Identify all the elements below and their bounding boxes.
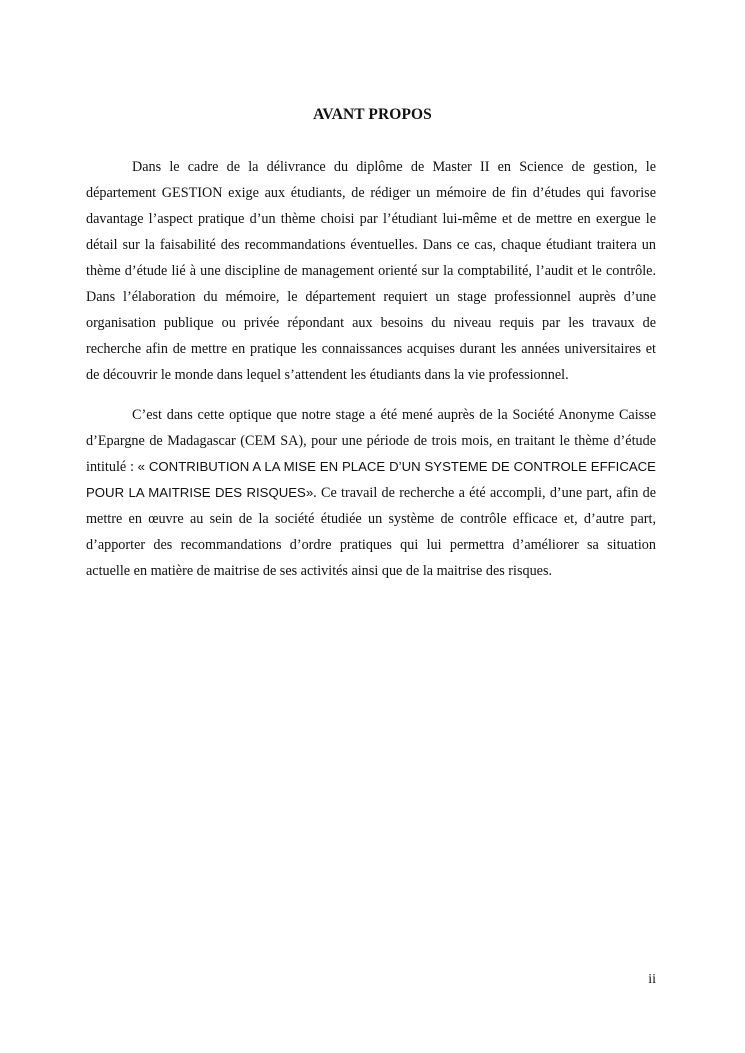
paragraph-2-rest: . Ce travail de recherche a été accompli, d’une part, afin de mettre en œuvre au sein de la société étudiée un système de contrôle efficace et, d’autre part, d’apporter des recommandations d’ordre pratiques qui lui permettra d’améliorer sa situation actuelle en matière de maitrise de ses activités ainsi que de la maitrise des risques. (86, 485, 656, 579)
thesis-theme-title: « CONTRIBUTION A LA MISE EN PLACE D’UN SYSTEME DE CONTROLE EFFICACE POUR LA MAITRISE DES RISQUES» (86, 459, 656, 500)
page-number: ii (648, 972, 656, 987)
paragraph-2-intro: C’est dans cette optique que notre stage a été mené auprès de la Société Anonyme Caisse d’Epargne de Madagascar (CEM SA), pour une période de trois mois, en traitant le thème d’étude intitulé : (86, 407, 656, 475)
paragraph-2 (86, 402, 656, 584)
page-title: AVANT PROPOS (313, 106, 432, 123)
paragraph-1: Dans le cadre de la délivrance du diplôme de Master II en Science de gestion, le département GESTION exige aux étudiants, de rédiger un mémoire de fin d’études qui favorise davantage l’aspect pratique d’un thème choisi par l’étudiant lui-même et de mettre en exergue le détail sur la faisabilité des recommandations éventuelles. Dans ce cas, chaque étudiant traitera un thème d’étude lié à une discipline de management orienté sur la comptabilité, l’audit et le contrôle. Dans l’élaboration du mémoire, le département requiert un stage professionnel auprès d’une organisation publique ou privée répondant aux besoins du niveau requis par les travaux de recherche afin de mettre en pratique les connaissances acquises durant les années universitaires et de découvrir le monde dans lequel s’attendent les étudiants dans la vie professionnel. (86, 159, 656, 383)
document-body (86, 154, 656, 598)
